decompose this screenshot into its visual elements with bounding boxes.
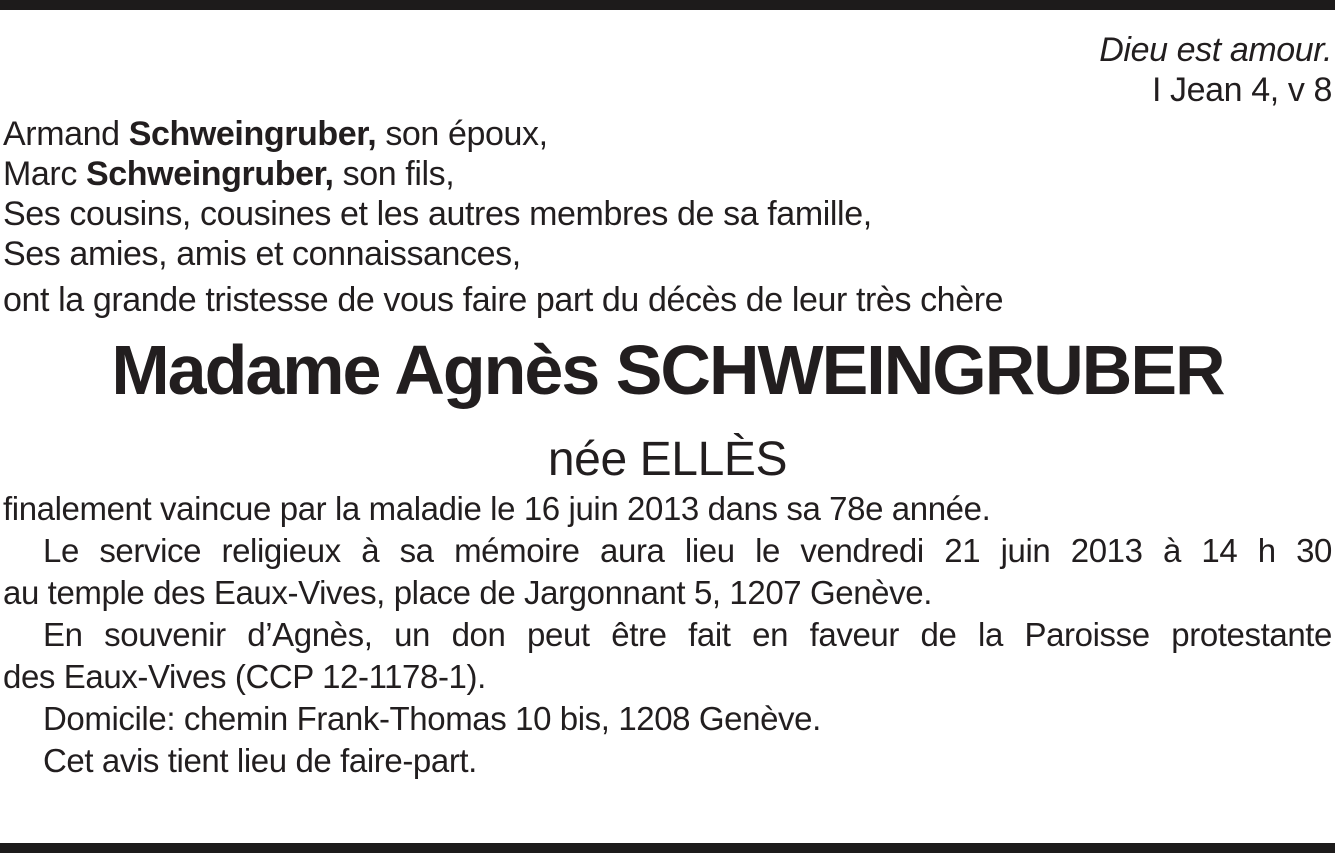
mourner-pre: Ses amies, amis et connaissances, — [3, 235, 521, 273]
closing-line: Cet avis tient lieu de faire-part. — [43, 742, 477, 779]
domicile-paragraph — [3, 698, 1332, 740]
mourner-pre: Ses cousins, cousines et les autres membres de sa famille, — [3, 195, 872, 233]
mourner-pre: Armand — [3, 115, 129, 153]
mourner-pre: Marc — [3, 155, 87, 193]
donation-line-2: des Eaux-Vives (CCP 12-1178-1). — [3, 658, 486, 695]
top-rule — [0, 0, 1335, 10]
donation-paragraph — [3, 614, 1332, 698]
notice-content — [0, 10, 1335, 782]
mourner-line-friends — [3, 234, 1332, 274]
epigraph — [3, 30, 1332, 110]
mourner-line-cousins — [3, 194, 1332, 234]
service-line-1: Le service religieux à sa mémoire aura lieu le vendredi 21 juin 2013 à 14 h 30 — [43, 532, 1332, 569]
mourner-surname: Schweingruber, — [86, 155, 334, 193]
service-line-2: au temple des Eaux-Vives, place de Jargonnant 5, 1207 Genève. — [3, 574, 932, 611]
death-paragraph — [3, 488, 1332, 530]
mourners-list — [3, 114, 1332, 274]
maiden-name: née ELLÈS — [547, 433, 788, 486]
domicile-line: Domicile: chemin Frank-Thomas 10 bis, 1208 Genève. — [43, 700, 821, 737]
mourner-post: son époux, — [376, 115, 548, 153]
mourner-surname: Schweingruber, — [128, 115, 377, 153]
epigraph-reference: I Jean 4, v 8 — [1151, 71, 1332, 109]
bottom-rule — [0, 843, 1335, 853]
service-paragraph — [3, 530, 1332, 614]
notice-body — [3, 488, 1332, 782]
intro-line: ont la grande tristesse de vous faire part du décès de leur très chère — [3, 281, 1004, 319]
death-line: finalement vaincue par la maladie le 16 juin 2013 dans sa 78e année. — [3, 490, 991, 527]
mourner-line-spouse — [3, 114, 1332, 154]
closing-paragraph — [3, 740, 1332, 782]
deceased-name: Madame Agnès SCHWEINGRUBER — [111, 331, 1224, 409]
donation-line-1: En souvenir d’Agnès, un don peut être fait en faveur de la Paroisse protestante — [43, 616, 1332, 653]
mourner-line-son — [3, 154, 1332, 194]
epigraph-quote: Dieu est amour. — [1099, 31, 1332, 69]
mourner-post: son fils, — [333, 155, 455, 193]
